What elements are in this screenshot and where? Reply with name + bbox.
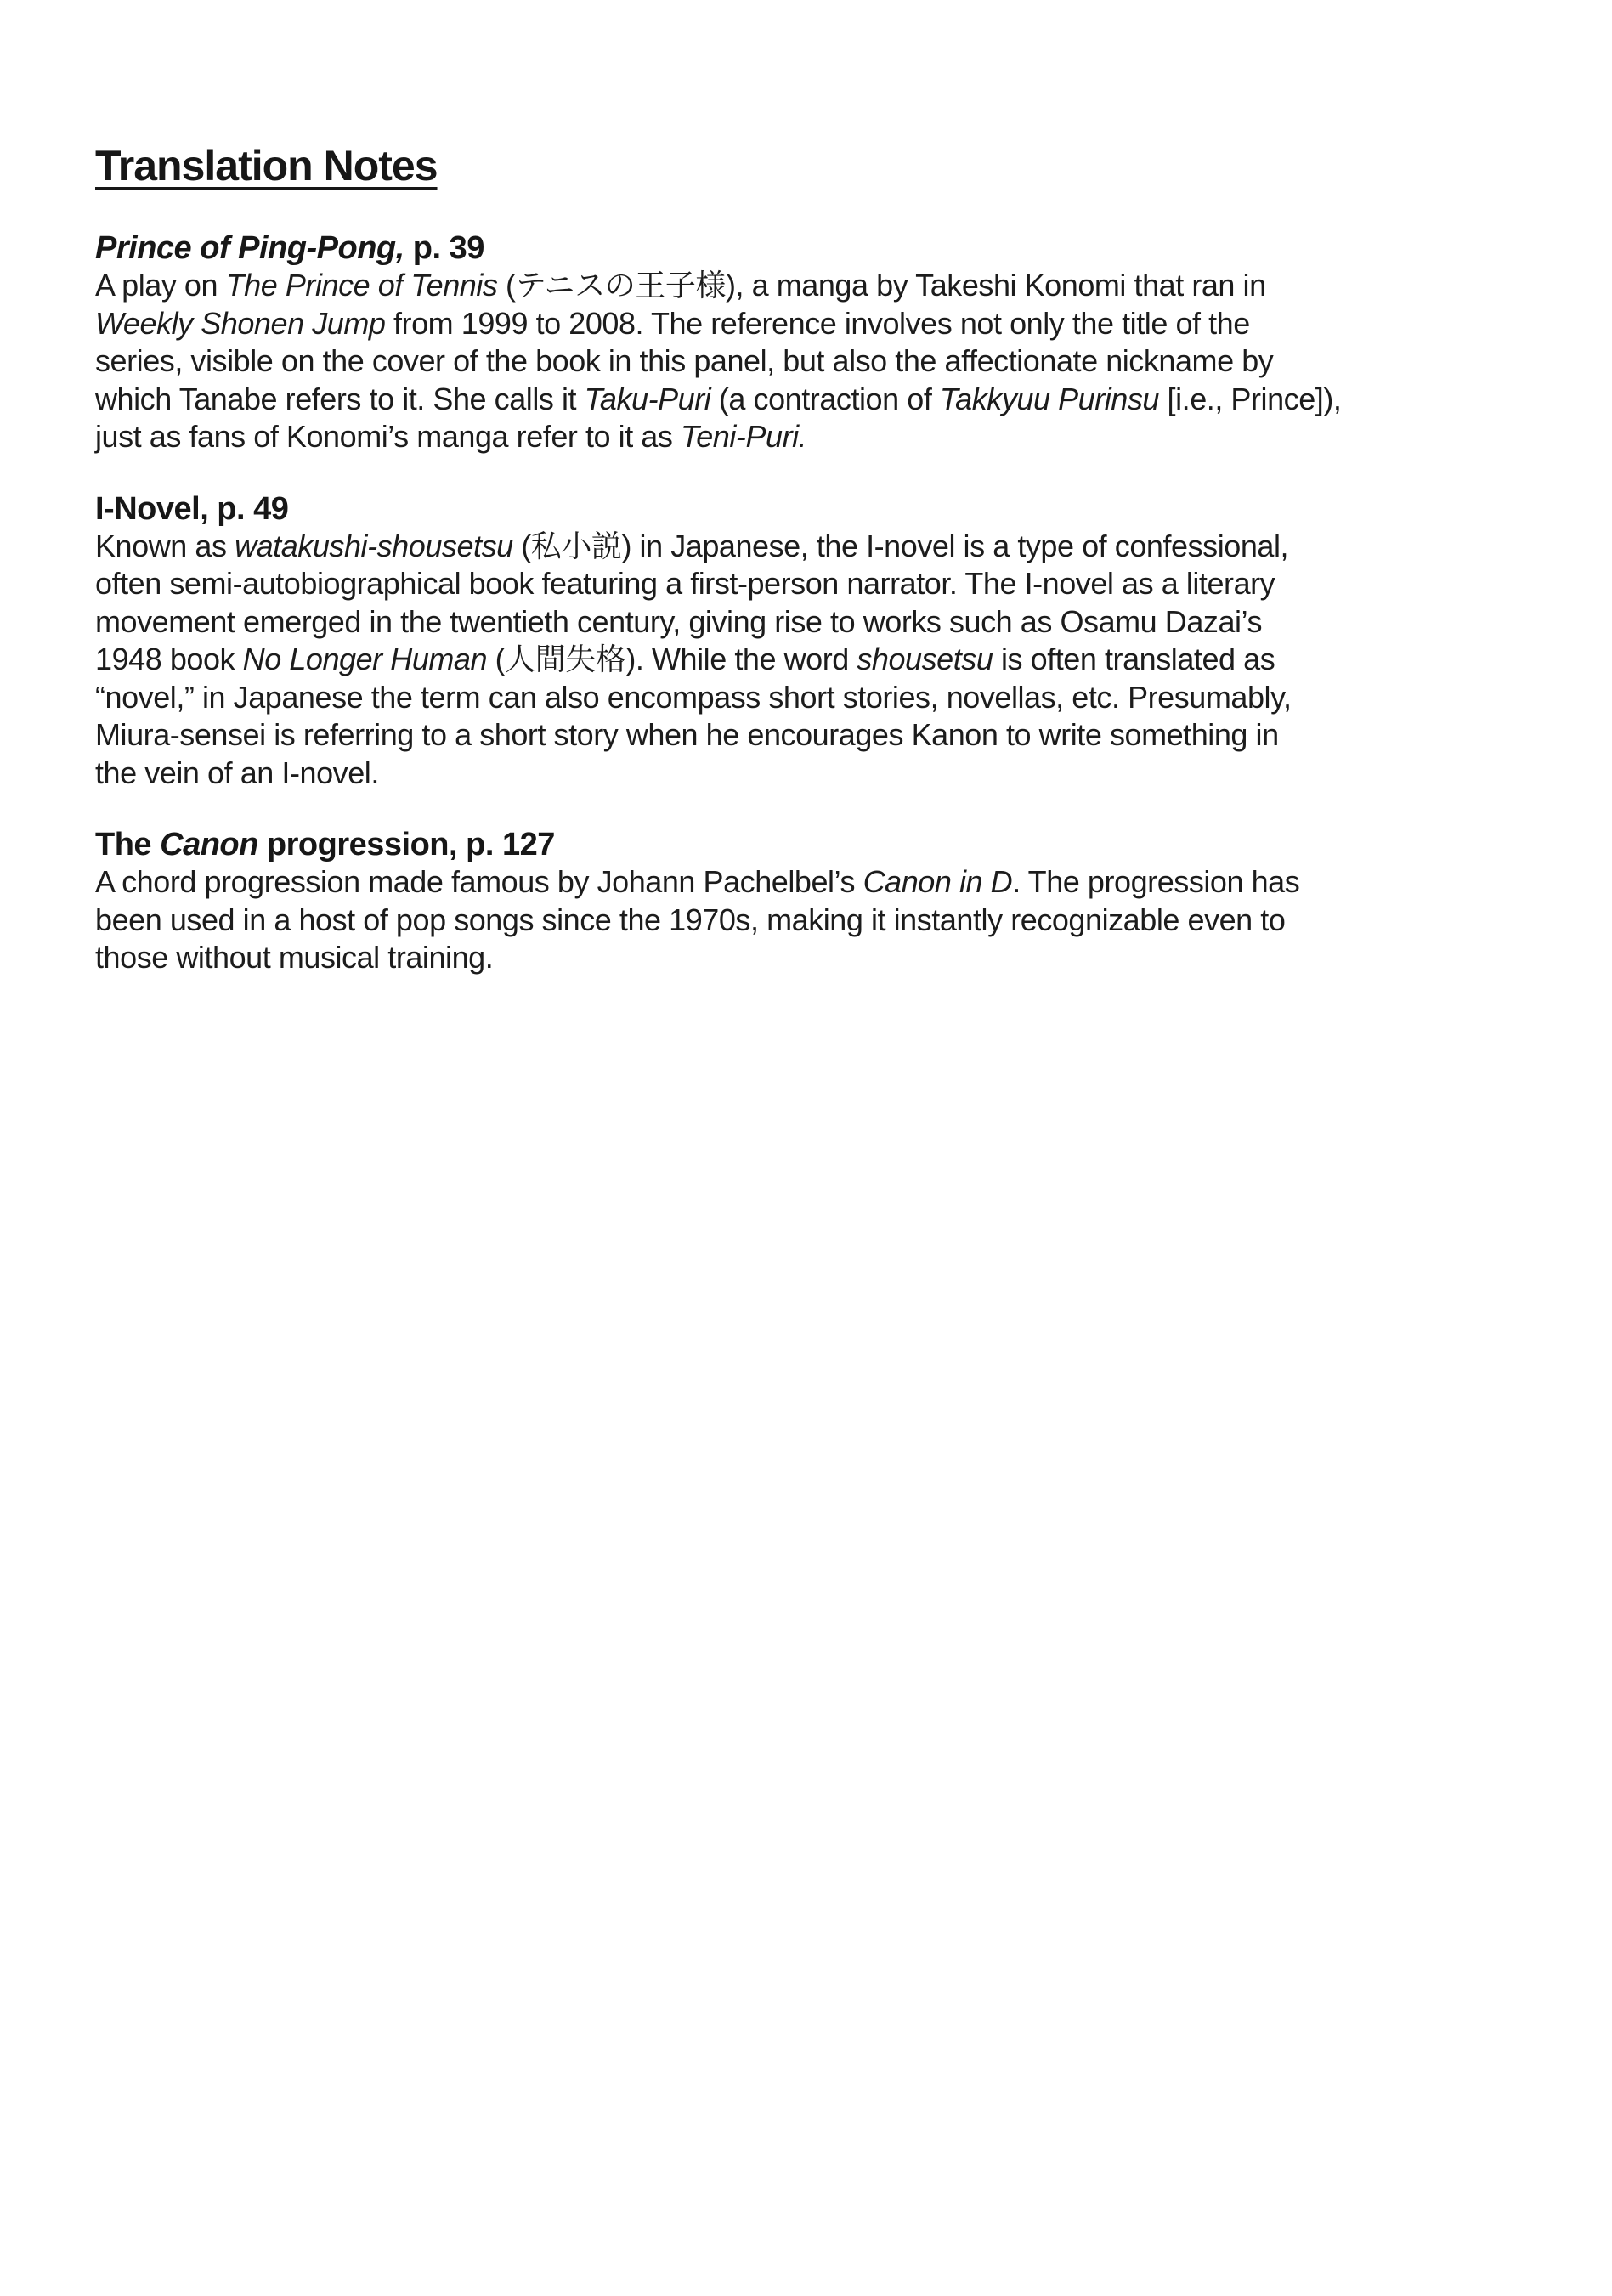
text-run: I-Novel, p. 49 [95, 490, 289, 527]
note-title [95, 490, 1528, 528]
note-line [95, 528, 1528, 566]
text-run: A play on [95, 268, 226, 303]
text-run: Known as [95, 528, 235, 563]
text-run: Teni-Puri. [680, 419, 807, 454]
text-run: just as fans of Konomi’s manga refer to it as [95, 419, 681, 454]
note-line [95, 716, 1528, 755]
translation-note-section [95, 826, 1528, 977]
note-line [95, 305, 1528, 343]
translation-note-section [95, 490, 1528, 793]
text-run: (私小説) in Japanese, the I-novel is a type of confessional, [512, 528, 1289, 563]
translation-note-section [95, 229, 1528, 456]
text-run: is often translated as [993, 642, 1275, 676]
text-run: progression, p. 127 [257, 827, 555, 862]
note-title [95, 229, 1528, 267]
text-run: from 1999 to 2008. The reference involves not only the title of the [385, 305, 1250, 341]
note-line [95, 342, 1528, 381]
note-line [95, 381, 1528, 419]
text-run: been used in a host of pop songs since the 1970s, making it instantly recognizable even to [95, 902, 1286, 937]
page-title: Translation Notes [95, 142, 438, 189]
text-run: A chord progression made famous by Johann Pachelbel’s [95, 864, 863, 899]
text-run: series, visible on the cover of the book in this panel, but also the affectionate nickname by [95, 343, 1274, 378]
text-run: which Tanabe refers to it. She calls it [95, 381, 585, 416]
text-run: The Prince of Tennis [225, 268, 498, 303]
text-run: . The progression has [1012, 864, 1300, 899]
text-run: Weekly Shonen Jump [95, 305, 386, 341]
note-line [95, 267, 1528, 305]
text-run: Takkyuu Purinsu [939, 381, 1159, 416]
text-run: 1948 book [95, 642, 243, 676]
text-run: No Longer Human [242, 642, 488, 676]
text-run: [i.e., Prince]), [1159, 381, 1342, 416]
note-title [95, 826, 1528, 863]
text-run: shousetsu [857, 642, 993, 676]
note-line [95, 641, 1528, 679]
note-line [95, 939, 1528, 977]
text-run: (人間失格). While the word [487, 642, 857, 676]
text-run: movement emerged in the twentieth century, giving rise to works such as Osamu Dazai’s [95, 603, 1263, 639]
note-line [95, 863, 1528, 902]
text-run: p. 39 [404, 230, 484, 266]
text-run: watakushi-shousetsu [235, 528, 513, 563]
text-run: The [95, 827, 161, 862]
text-run: Canon in D [863, 864, 1013, 899]
text-run: the vein of an I-novel. [95, 755, 379, 790]
text-run: those without musical training. [95, 940, 494, 975]
note-line [95, 603, 1528, 642]
note-line [95, 565, 1528, 603]
note-line [95, 418, 1528, 456]
text-run: Canon [160, 827, 258, 862]
sections [95, 229, 1528, 977]
text-run: (a contraction of [710, 381, 940, 416]
content [95, 144, 1528, 977]
text-run: Miura-sensei is referring to a short story when he encourages Kanon to write something in [95, 717, 1279, 752]
text-run: Taku-Puri [584, 381, 711, 416]
text-run: “novel,” in Japanese the term can also encompass short stories, novellas, etc. Presumably, [95, 679, 1292, 715]
text-run: often semi-autobiographical book featuring a first-person narrator. The I-novel as a literary [95, 566, 1275, 601]
note-line [95, 755, 1528, 793]
text-run: (テニスの王子様), a manga by Takeshi Konomi that ran in [497, 268, 1266, 303]
note-line [95, 902, 1528, 940]
note-line [95, 679, 1528, 717]
text-run: Prince of Ping-Pong, [95, 230, 404, 266]
